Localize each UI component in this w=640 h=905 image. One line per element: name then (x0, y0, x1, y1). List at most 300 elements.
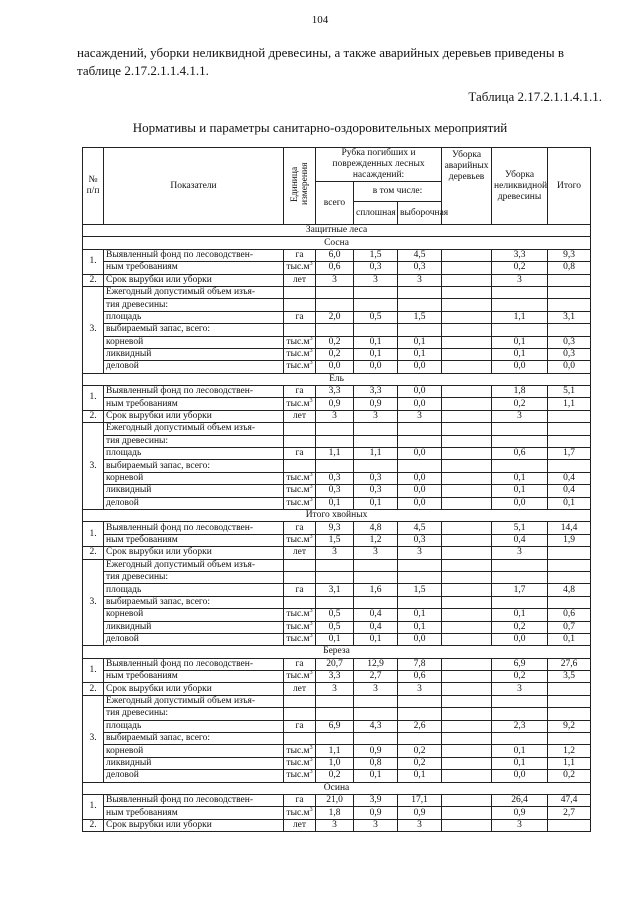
fund-row-m3 (83, 807, 591, 819)
value-cell: 0,0 (548, 361, 591, 373)
empty-cell (442, 286, 492, 298)
indicator-label: деловой (104, 361, 284, 373)
indicator-label: площадь (104, 448, 284, 460)
indicator-label: тия древесины: (104, 435, 284, 447)
value-cell: 3,3 (316, 386, 354, 398)
term-row (83, 819, 591, 831)
empty-cell (548, 324, 591, 336)
row-number: 3. (83, 423, 104, 510)
value-cell: 0,1 (492, 348, 548, 360)
value-cell (442, 386, 492, 398)
value-cell: 0,2 (398, 757, 442, 769)
area-row (83, 584, 591, 596)
value-cell: 0,6 (398, 671, 442, 683)
value-cell: 0,1 (492, 609, 548, 621)
value-cell: 0,4 (492, 534, 548, 546)
value-cell: 3,3 (492, 249, 548, 261)
empty-cell (354, 286, 398, 298)
root-row (83, 745, 591, 757)
allowable-row-1 (83, 559, 591, 571)
value-cell: 0,9 (354, 745, 398, 757)
unit-cell: га (284, 448, 316, 460)
fund-row-ha (83, 658, 591, 670)
value-cell: 47,4 (548, 794, 591, 806)
value-cell: 1,1 (316, 745, 354, 757)
value-cell (442, 683, 492, 695)
value-cell (442, 757, 492, 769)
unit-cell: лет (284, 410, 316, 422)
indicator-label: корневой (104, 336, 284, 348)
row-number: 1. (83, 794, 104, 819)
empty-cell (548, 423, 591, 435)
term-row (83, 683, 591, 695)
fund-row-ha (83, 386, 591, 398)
empty-cell (316, 559, 354, 571)
value-cell (548, 410, 591, 422)
row-number: 1. (83, 522, 104, 547)
empty-cell (492, 596, 548, 608)
term-row (83, 410, 591, 422)
header-emergency: Уборка аварийных деревьев (442, 148, 492, 225)
unit-cell: $тыс.м^3$ (284, 770, 316, 782)
empty-cell (284, 708, 316, 720)
intro-paragraph: насаждений, уборки неликвидной древесины, а также аварийных деревьев приведены в таблице 2.17.2.1.1.4.1.1. (77, 45, 565, 78)
value-cell: 0,1 (354, 336, 398, 348)
indicator-label: тия древесины: (104, 299, 284, 311)
empty-cell (354, 299, 398, 311)
value-cell: 0,2 (316, 348, 354, 360)
liquid-row (83, 348, 591, 360)
value-cell (442, 472, 492, 484)
unit-cell: $тыс.м^3$ (284, 472, 316, 484)
indicator-label: деловой (104, 770, 284, 782)
value-cell: 0,1 (316, 497, 354, 509)
value-cell: 0,1 (492, 472, 548, 484)
empty-cell (316, 596, 354, 608)
value-cell: 0,5 (354, 311, 398, 323)
value-cell: 27,6 (548, 658, 591, 670)
value-cell: 1,5 (398, 584, 442, 596)
value-cell: 1,7 (548, 448, 591, 460)
empty-cell (548, 460, 591, 472)
value-cell: 26,4 (492, 794, 548, 806)
empty-cell (492, 460, 548, 472)
area-row (83, 448, 591, 460)
indicator-label: площадь (104, 311, 284, 323)
section-header-row (83, 509, 591, 521)
indicator-label: Ежегодный допустимый объем изъя- (104, 559, 284, 571)
allowable-row-1 (83, 695, 591, 707)
header-num: № п/п (83, 148, 104, 225)
unit-cell: лет (284, 819, 316, 831)
section-header-row (83, 373, 591, 385)
header-in-that: в том числе: (354, 182, 442, 202)
value-cell: 3 (354, 683, 398, 695)
business-row (83, 497, 591, 509)
value-cell: 0,0 (398, 398, 442, 410)
value-cell: 3,3 (354, 386, 398, 398)
value-cell: 0,1 (398, 609, 442, 621)
value-cell: 1,9 (548, 534, 591, 546)
empty-cell (442, 324, 492, 336)
empty-cell (442, 596, 492, 608)
unit-cell: лет (284, 274, 316, 286)
root-row (83, 472, 591, 484)
empty-cell (442, 733, 492, 745)
row-number: 2. (83, 683, 104, 695)
value-cell: 0,4 (548, 472, 591, 484)
empty-cell (548, 708, 591, 720)
value-cell (442, 336, 492, 348)
value-cell (442, 497, 492, 509)
value-cell: 3 (492, 547, 548, 559)
value-cell: 0,2 (492, 262, 548, 274)
value-cell: 0,1 (398, 621, 442, 633)
value-cell: 0,2 (316, 336, 354, 348)
value-cell: 1,8 (316, 807, 354, 819)
unit-cell: лет (284, 547, 316, 559)
value-cell: 0,3 (548, 348, 591, 360)
unit-cell: $тыс.м^3$ (284, 534, 316, 546)
empty-cell (548, 571, 591, 583)
unit-cell: $тыс.м^3$ (284, 262, 316, 274)
header-illiquid: Уборка неликвидной древесины (492, 148, 548, 225)
unit-cell: $тыс.м^3$ (284, 757, 316, 769)
allowable-row-2 (83, 299, 591, 311)
empty-cell (548, 695, 591, 707)
value-cell: 0,6 (548, 609, 591, 621)
value-cell: 0,0 (398, 361, 442, 373)
value-cell: 9,2 (548, 720, 591, 732)
empty-cell (316, 299, 354, 311)
indicator-label: ликвидный (104, 757, 284, 769)
value-cell: 0,6 (492, 448, 548, 460)
value-cell: 0,1 (492, 745, 548, 757)
header-row-1 (83, 148, 591, 182)
value-cell: 0,3 (398, 534, 442, 546)
fund-row-m3 (83, 534, 591, 546)
value-cell: 14,4 (548, 522, 591, 534)
value-cell (442, 621, 492, 633)
value-cell: 0,0 (492, 361, 548, 373)
unit-cell: $тыс.м^3$ (284, 336, 316, 348)
value-cell: 2,7 (354, 671, 398, 683)
value-cell: 0,6 (316, 262, 354, 274)
value-cell: 0,0 (492, 633, 548, 645)
allowable-row-2 (83, 708, 591, 720)
value-cell: 0,1 (398, 336, 442, 348)
indicator-label: выбираемый запас, всего: (104, 733, 284, 745)
indicator-label: ликвидный (104, 348, 284, 360)
value-cell (442, 658, 492, 670)
unit-cell: $тыс.м^3$ (284, 497, 316, 509)
value-cell (442, 745, 492, 757)
allowable-row-1 (83, 286, 591, 298)
empty-cell (284, 460, 316, 472)
indicator-label: тия древесины: (104, 571, 284, 583)
value-cell: 1,1 (354, 448, 398, 460)
value-cell: 3 (398, 547, 442, 559)
empty-cell (354, 460, 398, 472)
empty-cell (398, 596, 442, 608)
section-header-row (83, 782, 591, 794)
value-cell: 3 (354, 410, 398, 422)
value-cell: 17,1 (398, 794, 442, 806)
empty-cell (492, 286, 548, 298)
table-title: Нормативы и параметры санитарно-оздоровительных мероприятий (132, 120, 508, 135)
value-cell: 0,2 (398, 745, 442, 757)
empty-cell (284, 423, 316, 435)
section-title: Ель (83, 373, 591, 385)
empty-cell (492, 423, 548, 435)
value-cell: 0,3 (548, 336, 591, 348)
value-cell: 3 (316, 683, 354, 695)
empty-cell (398, 423, 442, 435)
empty-cell (492, 708, 548, 720)
value-cell: 0,1 (548, 633, 591, 645)
indicator-label: Выявленный фонд по лесоводствен- (104, 386, 284, 398)
root-row (83, 336, 591, 348)
empty-cell (316, 435, 354, 447)
indicator-label: Выявленный фонд по лесоводствен- (104, 522, 284, 534)
section-title: Осина (83, 782, 591, 794)
empty-cell (492, 695, 548, 707)
empty-cell (354, 423, 398, 435)
value-cell: 3 (316, 819, 354, 831)
empty-cell (548, 299, 591, 311)
empty-cell (316, 733, 354, 745)
category-label: Защитные леса (83, 225, 591, 237)
value-cell: 0,1 (398, 348, 442, 360)
value-cell: 3 (398, 819, 442, 831)
empty-cell (492, 571, 548, 583)
empty-cell (354, 559, 398, 571)
value-cell: 3 (492, 274, 548, 286)
value-cell: 5,1 (548, 386, 591, 398)
section-header-row (83, 237, 591, 249)
value-cell: 3 (492, 683, 548, 695)
section-title: Береза (83, 646, 591, 658)
indicator-label: Выявленный фонд по лесоводствен- (104, 794, 284, 806)
indicator-label: ным требованиям (104, 262, 284, 274)
stock-row (83, 460, 591, 472)
indicator-label: Ежегодный допустимый объем изъя- (104, 423, 284, 435)
indicator-label: выбираемый запас, всего: (104, 324, 284, 336)
value-cell: 9,3 (316, 522, 354, 534)
page-number: 104 (311, 14, 329, 26)
value-cell: 0,7 (548, 621, 591, 633)
value-cell: 0,1 (354, 770, 398, 782)
value-cell (442, 485, 492, 497)
fund-row-ha (83, 794, 591, 806)
empty-cell (354, 571, 398, 583)
unit-cell: га (284, 658, 316, 670)
value-cell: 3 (354, 819, 398, 831)
row-number: 2. (83, 410, 104, 422)
value-cell (442, 534, 492, 546)
value-cell: 9,3 (548, 249, 591, 261)
empty-cell (492, 435, 548, 447)
indicator-label: Срок вырубки или уборки (104, 683, 284, 695)
fund-row-ha (83, 249, 591, 261)
value-cell: 4,3 (354, 720, 398, 732)
value-cell: 2,7 (548, 807, 591, 819)
empty-cell (284, 559, 316, 571)
value-cell: 0,0 (398, 497, 442, 509)
unit-cell: га (284, 249, 316, 261)
empty-cell (398, 571, 442, 583)
unit-cell: га (284, 522, 316, 534)
value-cell: 0,9 (398, 807, 442, 819)
value-cell: 1,1 (492, 311, 548, 323)
empty-cell (398, 324, 442, 336)
indicator-label: Срок вырубки или уборки (104, 410, 284, 422)
indicator-label: выбираемый запас, всего: (104, 460, 284, 472)
value-cell: 0,3 (316, 472, 354, 484)
empty-cell (492, 733, 548, 745)
empty-cell (442, 559, 492, 571)
value-cell: 3 (492, 410, 548, 422)
unit-cell: $тыс.м^3$ (284, 485, 316, 497)
unit-cell: га (284, 584, 316, 596)
value-cell: 21,0 (316, 794, 354, 806)
value-cell: 6,9 (316, 720, 354, 732)
empty-cell (284, 695, 316, 707)
area-row (83, 311, 591, 323)
value-cell: 3 (398, 410, 442, 422)
empty-cell (398, 708, 442, 720)
value-cell: 12,9 (354, 658, 398, 670)
empty-cell (316, 423, 354, 435)
empty-cell (316, 695, 354, 707)
unit-cell: $тыс.м^3$ (284, 621, 316, 633)
empty-cell (354, 435, 398, 447)
indicator-label: выбираемый запас, всего: (104, 596, 284, 608)
header-selective: выборочная (398, 202, 442, 225)
value-cell: 0,8 (548, 262, 591, 274)
unit-cell: $тыс.м^3$ (284, 671, 316, 683)
fund-row-m3 (83, 671, 591, 683)
indicator-label: ным требованиям (104, 671, 284, 683)
value-cell (442, 633, 492, 645)
term-row (83, 274, 591, 286)
empty-cell (442, 423, 492, 435)
business-row (83, 633, 591, 645)
value-cell (442, 361, 492, 373)
liquid-row (83, 485, 591, 497)
value-cell: 3 (398, 683, 442, 695)
empty-cell (284, 571, 316, 583)
root-row (83, 609, 591, 621)
value-cell (548, 683, 591, 695)
term-row (83, 547, 591, 559)
stock-row (83, 733, 591, 745)
indicator-label: ликвидный (104, 621, 284, 633)
value-cell (548, 274, 591, 286)
value-cell: 0,9 (492, 807, 548, 819)
empty-cell (354, 733, 398, 745)
value-cell (442, 770, 492, 782)
value-cell (442, 348, 492, 360)
unit-cell: лет (284, 683, 316, 695)
fund-row-m3 (83, 262, 591, 274)
empty-cell (284, 286, 316, 298)
value-cell: 1,0 (316, 757, 354, 769)
unit-cell: га (284, 720, 316, 732)
indicator-label: Срок вырубки или уборки (104, 547, 284, 559)
empty-cell (398, 286, 442, 298)
empty-cell (548, 559, 591, 571)
empty-cell (316, 286, 354, 298)
empty-cell (284, 299, 316, 311)
value-cell: 3,1 (548, 311, 591, 323)
value-cell: 0,2 (548, 770, 591, 782)
value-cell: 0,0 (492, 497, 548, 509)
value-cell: 0,5 (316, 609, 354, 621)
value-cell: 3,3 (316, 671, 354, 683)
value-cell: 0,2 (316, 770, 354, 782)
indicator-label: тия древесины: (104, 708, 284, 720)
section-title: Итого хвойных (83, 509, 591, 521)
value-cell: 4,5 (398, 249, 442, 261)
empty-cell (398, 695, 442, 707)
empty-cell (492, 299, 548, 311)
indicator-label: корневой (104, 472, 284, 484)
sanitary-measures-table (82, 147, 591, 832)
value-cell: 0,0 (492, 770, 548, 782)
value-cell: 0,2 (492, 621, 548, 633)
value-cell: 20,7 (316, 658, 354, 670)
value-cell (442, 522, 492, 534)
empty-cell (316, 571, 354, 583)
value-cell: 0,1 (398, 770, 442, 782)
value-cell: 0,3 (354, 262, 398, 274)
empty-cell (398, 435, 442, 447)
empty-cell (284, 435, 316, 447)
row-number: 3. (83, 695, 104, 782)
allowable-row-1 (83, 423, 591, 435)
allowable-row-2 (83, 571, 591, 583)
value-cell: 3 (354, 547, 398, 559)
business-row (83, 361, 591, 373)
row-number: 1. (83, 386, 104, 411)
empty-cell (398, 299, 442, 311)
value-cell: 0,4 (354, 621, 398, 633)
unit-cell: $тыс.м^3$ (284, 348, 316, 360)
unit-cell: га (284, 311, 316, 323)
empty-cell (284, 733, 316, 745)
value-cell: 1,5 (316, 534, 354, 546)
row-number: 2. (83, 547, 104, 559)
value-cell: 0,4 (354, 609, 398, 621)
value-cell: 1,1 (548, 398, 591, 410)
indicator-label: ликвидный (104, 485, 284, 497)
indicator-label: ным требованиям (104, 398, 284, 410)
value-cell: 0,3 (354, 472, 398, 484)
indicator-label: деловой (104, 633, 284, 645)
value-cell (548, 547, 591, 559)
unit-cell: $тыс.м^3$ (284, 745, 316, 757)
empty-cell (442, 299, 492, 311)
value-cell: 1,8 (492, 386, 548, 398)
value-cell: 4,5 (398, 522, 442, 534)
empty-cell (442, 571, 492, 583)
value-cell: 5,1 (492, 522, 548, 534)
empty-cell (442, 708, 492, 720)
stock-row (83, 324, 591, 336)
value-cell (442, 609, 492, 621)
value-cell: 0,0 (316, 361, 354, 373)
